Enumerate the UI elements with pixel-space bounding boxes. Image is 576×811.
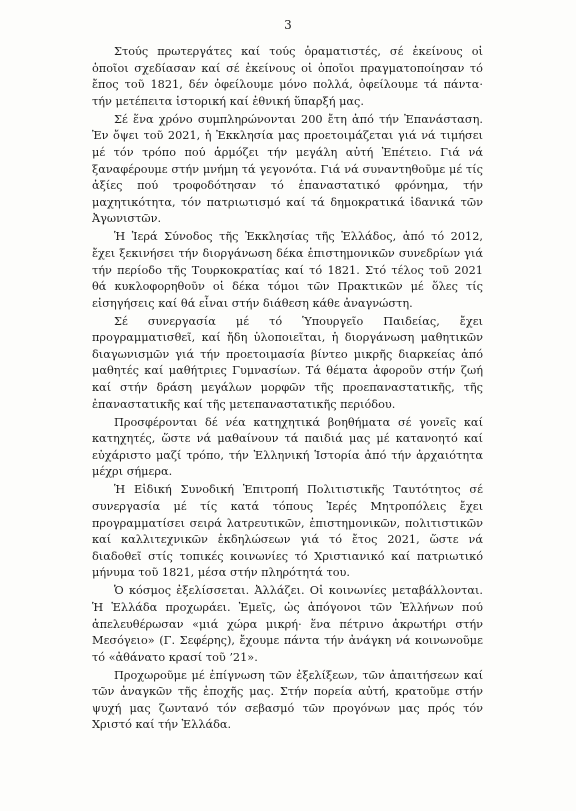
paragraph: Προσφέρονται δέ νέα κατηχητικά βοηθήματα σέ γονεῖς καί κατηχητές, ὥστε νά μαθαίνουν τά παιδιά μας μέ κατανοητό καί εὐχάριστο μαζί τρόπο, τήν Ἑλληνική Ἱστορία ἀπό τήν ἀρχαιότητα μέχρι σήμερα. [92, 415, 483, 479]
paragraph: Ἡ Ἱερά Σύνοδος τῆς Ἐκκλησίας τῆς Ἑλλάδος, ἀπό τό 2012, ἔχει ξεκινήσει τήν διοργάνωση δέκα ἐπιστημονικῶν συνεδρίων γιά τήν περίοδο τῆς Τουρκοκρατίας καί τό 1821. Στό τέλος τοῦ 2021 θά κυκλοφορηθοῦν οἱ δέκα τόμοι τῶν Πρακτικῶν μέ ὅλες τίς εἰσηγήσεις καί θά εἶναι στήν διάθεση κάθε ἀναγνώστη. [92, 230, 483, 310]
paragraph: Στούς πρωτεργάτες καί τούς ὁραματιστές, σέ ἐκείνους οἱ ὁποῖοι σχεδίασαν καί σέ ἐκείνους οἱ ὁποῖοι πραγματοποίησαν τό ἔπος τοῦ 1821, δέν ὀφείλουμε μόνο πολλά, ὀφείλουμε τά πάντα· τήν μετέπειτα ἱστορική καί ἐθνική ὕπαρξή μας. [92, 45, 483, 108]
document-body [92, 44, 483, 735]
page-number: 3 [284, 18, 292, 32]
paragraph: Σέ ἕνα χρόνο συμπληρώνονται 200 ἔτη ἀπό τήν Ἐπανάσταση. Ἐν ὄψει τοῦ 2021, ἡ Ἐκκλησία μας προετοιμάζεται γιά νά τιμήσει μέ τόν τρόπο πού ἁρμόζει τήν μεγάλη αὐτή Ἐπέτειο. Γιά νά ξαναφέρουμε στήν μνήμη τά γεγονότα. Γιά νά συναντηθοῦμε μέ τίς ἀξίες πού τροφοδότησαν τό ἐπαναστατικό φρόνημα, τήν μαχητικότητα, τόν πατριωτισμό καί τά δημοκρατικά ἰδανικά τῶν Ἀγωνιστῶν. [92, 112, 483, 226]
paragraph: Προχωροῦμε μέ ἐπίγνωση τῶν ἐξελίξεων, τῶν ἀπαιτήσεων καί τῶν ἀναγκῶν τῆς ἐποχῆς μας. Στήν πορεία αὐτή, κρατοῦμε στήν ψυχή μας ζωντανό τόν σεβασμό τῶν προγόνων μας πρός τόν Χριστό καί τήν Ἑλλάδα. [92, 668, 483, 732]
paragraph: Ὁ κόσμος ἐξελίσσεται. Ἀλλάζει. Οἱ κοινωνίες μεταβάλλονται. Ἡ Ἑλλάδα προχωράει. Ἐμεῖς, ὡς ἀπόγονοι τῶν Ἑλλήνων πού ἀπελευθέρωσαν «μιά χώρα μικρή· ἕνα πέτρινο ἀκρωτήρι στήν Μεσόγειο» (Γ. Σεφέρης), ἔχουμε πάντα τήν ἀνάγκη νά κοινωνοῦμε τό «ἀθάνατο κρασί τοῦ ’21». [92, 584, 483, 664]
paragraph: Σέ συνεργασία μέ τό Ὑπουργεῖο Παιδείας, ἔχει προγραμματισθεῖ, καί ἤδη ὑλοποιεῖται, ἡ διοργάνωση μαθητικῶν διαγωνισμῶν γιά τήν προετοιμασία βίντεο μικρῆς διαρκείας ἀπό μαθητές καί μαθήτριες Γυμνασίων. Τά θέματα ἀφοροῦν στήν ζωή καί στήν δράση μεγάλων μορφῶν τῆς προεπαναστατικῆς, τῆς ἐπαναστατικῆς καί τῆς μετεπαναστατικῆς περιόδου. [92, 314, 483, 411]
paragraph: Ἡ Εἰδική Συνοδική Ἐπιτροπή Πολιτιστικῆς Ταυτότητος σέ συνεργασία μέ τίς κατά τόπους Ἱερές Μητροπόλεις ἔχει προγραμματίσει σειρά λατρευτικῶν, ἐπιστημονικῶν, πολιτιστικῶν καί καλλιτεχνικῶν ἐκδηλώσεων γιά τό ἔτος 2021, ὥστε νά διαδοθεῖ στίς τοπικές κοινωνίες τό Χριστιανικό καί πατριωτικό μήνυμα τοῦ 1821, μέσα στήν πληρότητά του. [92, 483, 483, 580]
